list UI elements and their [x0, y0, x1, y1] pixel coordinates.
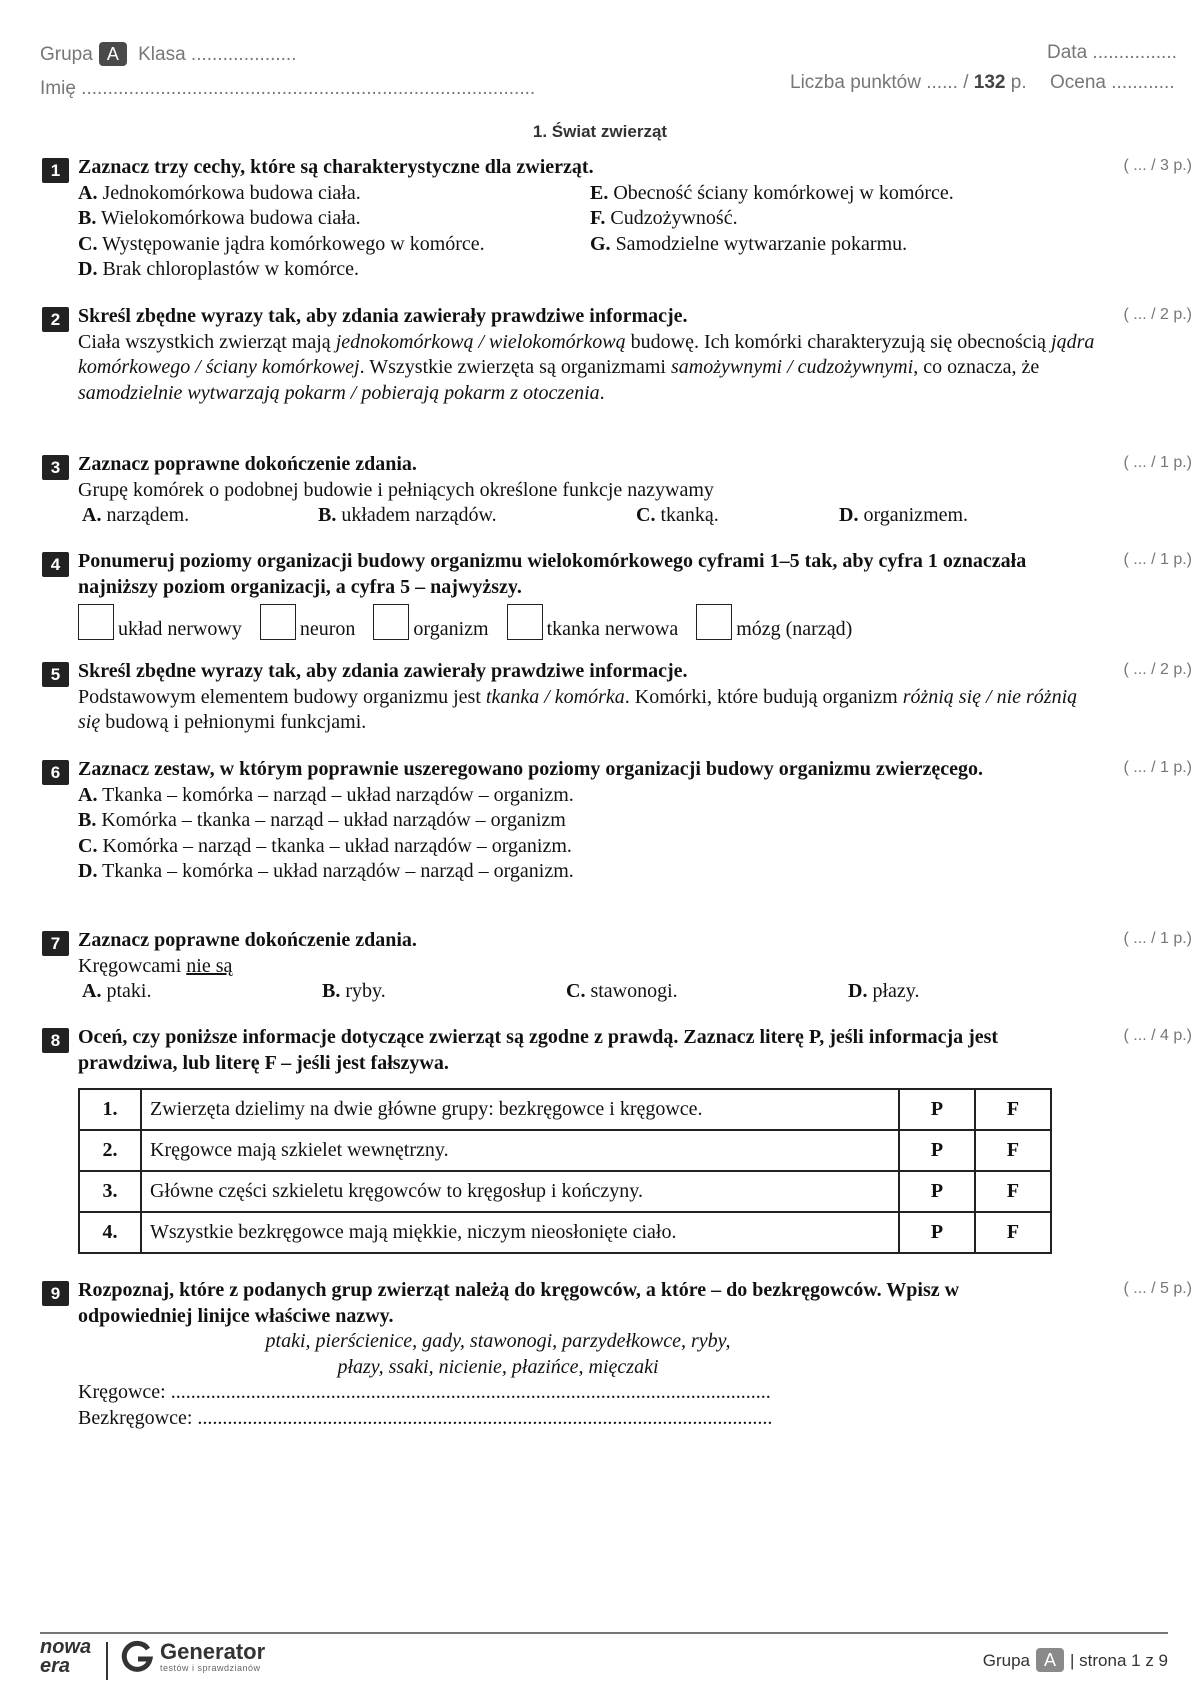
option-a[interactable]: A. narządem.: [82, 504, 190, 526]
item-label: organizm: [413, 618, 489, 640]
option-c[interactable]: C. tkanką.: [636, 504, 719, 526]
option-d[interactable]: D. Tkanka – komórka – układ narządów – narząd – organizm.: [78, 860, 574, 882]
task-number: 3: [42, 455, 69, 480]
task-question: Zaznacz poprawne dokończenie zdania.: [78, 929, 417, 951]
item-label: neuron: [299, 618, 356, 640]
option-a[interactable]: A. Tkanka – komórka – narząd – układ narządów – organizm.: [78, 783, 574, 806]
statement: Wszystkie bezkręgowce mają miękkie, niczym nieosłonięte ciało.: [141, 1212, 899, 1253]
task-question: Zaznacz trzy cechy, które są charakterystyczne dla zwierząt.: [78, 156, 594, 178]
generator-title: Generator: [160, 1639, 266, 1664]
generator-logo: [120, 1640, 265, 1674]
footer-divider: [40, 1632, 1168, 1634]
item-label: mózg (narząd): [736, 618, 853, 640]
answer-box[interactable]: [373, 604, 409, 640]
task-number: 4: [42, 552, 69, 577]
choice-phrase[interactable]: jądra komórkowego / ściany komórkowej: [78, 330, 1095, 378]
option-d[interactable]: D. organizmem.: [839, 504, 969, 526]
table-row: [79, 1212, 1051, 1253]
answer-options: [78, 181, 1098, 283]
task-question: Zaznacz zestaw, w którym poprawnie uszeregowano poziomy organizacji budowy organizmu zwierzęcego.: [78, 758, 984, 780]
task-number: 7: [42, 931, 69, 956]
task-number: 6: [42, 760, 69, 785]
table-row: [79, 1089, 1051, 1130]
answer-box[interactable]: [696, 604, 732, 640]
task-question: Skreśl zbędne wyrazy tak, aby zdania zawierały prawdziwe informacje.: [78, 660, 688, 682]
vertebrates-answer-line[interactable]: Kręgowce: ........................................................................................................................: [78, 1381, 771, 1403]
item-label: tkanka nerwowa: [546, 618, 679, 640]
task-number: 5: [42, 662, 69, 687]
option-a[interactable]: A. ptaki.: [82, 980, 152, 1002]
answer-options: [78, 503, 1098, 529]
task-points: ( ... / 3 p.): [1123, 157, 1192, 174]
task-number: 1: [42, 158, 69, 183]
class-label[interactable]: Klasa ....................: [138, 44, 297, 65]
option-f[interactable]: F. Cudzożywność.: [590, 207, 738, 229]
option-b[interactable]: B. Komórka – tkanka – narząd – układ narządów – organizm: [78, 809, 566, 831]
option-b[interactable]: B. układem narządów.: [318, 504, 497, 526]
row-number: 4.: [79, 1212, 141, 1253]
generator-g-icon: [120, 1640, 154, 1674]
table-row: [79, 1130, 1051, 1171]
points-total: 132: [973, 72, 1006, 93]
task-8: [42, 1025, 1192, 1076]
false-option[interactable]: F: [975, 1212, 1051, 1253]
task-points: ( ... / 1 p.): [1123, 759, 1192, 776]
task-question: Skreśl zbędne wyrazy tak, aby zdania zawierały prawdziwe informacje.: [78, 305, 688, 327]
answer-box[interactable]: [78, 604, 114, 640]
statement: Główne części szkieletu kręgowców to kręgosłup i kończyny.: [141, 1171, 899, 1212]
option-e[interactable]: E. Obecność ściany komórkowej w komórce.: [590, 181, 954, 204]
date-field[interactable]: Data ................: [1047, 42, 1177, 63]
row-number: 3.: [79, 1171, 141, 1212]
task-2: [42, 304, 1192, 406]
choice-phrase[interactable]: różnią się / nie różnią się: [78, 685, 1078, 733]
generator-subtitle: testów i sprawdzianów: [160, 1663, 261, 1673]
option-b[interactable]: B. Wielokomórkowa budowa ciała.: [78, 207, 361, 229]
false-option[interactable]: F: [975, 1130, 1051, 1171]
task-1: [42, 155, 1192, 283]
page-footer-info: [983, 1648, 1168, 1672]
option-d[interactable]: D. płazy.: [848, 980, 920, 1002]
nowa-era-logo: nowa era: [40, 1636, 92, 1677]
animal-group-list: płazy, ssaki, nicienie, płazińce, mięczaki: [337, 1355, 659, 1378]
task-text: Ciała wszystkich zwierząt mają jednokomórkową / wielokomórkową budowę. Ich komórki charakteryzują się obecnością jądra komórkowego / ściany komórkowej. Wszystkie zwierzęta są organizmami samożywnymi / cudzożywnymi, co oznacza, że samodzielnie wytwarzają pokarm / pobierają pokarm z otoczenia.: [78, 330, 1095, 404]
task-points: ( ... / 5 p.): [1123, 1280, 1192, 1297]
task-question: Rozpoznaj, które z podanych grup zwierząt należą do kręgowców, a które – do bezkręgowców. Wpisz w odpowiedniej linijce właściwe nazwy.: [78, 1279, 960, 1327]
choice-phrase[interactable]: jednokomórkową / wielokomórkową: [335, 330, 626, 353]
footer-group-label: Grupa: [982, 1651, 1031, 1670]
task-question: Ponumeruj poziomy organizacji budowy organizmu wielokomórkowego cyframi 1–5 tak, aby cyfra 1 oznaczała najniższy poziom organizacji, a cyfra 5 – najwyższy.: [78, 550, 1027, 598]
option-a[interactable]: A. Jednokomórkowa budowa ciała.: [78, 181, 361, 204]
group-field: [40, 42, 297, 66]
group-label: Grupa: [40, 44, 93, 65]
task-stem: Grupę komórek o podobnej budowie i pełniących określone funkcje nazywamy: [78, 478, 714, 501]
task-7: [42, 928, 1192, 1005]
invertebrates-answer-line[interactable]: Bezkręgowce: ...................................................................................................................: [78, 1406, 773, 1429]
option-g[interactable]: G. Samodzielne wytwarzanie pokarmu.: [590, 232, 908, 255]
answer-options: [78, 979, 1098, 1005]
false-option[interactable]: F: [975, 1089, 1051, 1130]
true-false-table: [78, 1088, 1052, 1254]
group-badge: A: [99, 42, 127, 66]
option-d[interactable]: D. Brak chloroplastów w komórce.: [78, 258, 360, 280]
task-stem: Kręgowcami nie są: [78, 954, 233, 977]
task-5: [42, 659, 1192, 736]
statement: Zwierzęta dzielimy na dwie główne grupy: bezkręgowce i kręgowce.: [141, 1089, 899, 1130]
row-number: 2.: [79, 1130, 141, 1171]
page-number: | strona 1 z 9: [1070, 1651, 1168, 1670]
true-option[interactable]: P: [899, 1089, 975, 1130]
task-question: Oceń, czy poniższe informacje dotyczące zwierząt są zgodne z prawdą. Zaznacz literę P, jeśli informacja jest prawdziwa, lub literę F – jeśli jest fałszywa.: [78, 1026, 999, 1074]
answer-box[interactable]: [260, 604, 296, 640]
ordering-items: [78, 604, 1098, 640]
name-field[interactable]: Imię ......................................................................................: [40, 78, 536, 99]
item-label: układ nerwowy: [118, 618, 242, 640]
true-option[interactable]: P: [899, 1212, 975, 1253]
choice-phrase[interactable]: samodzielnie wytwarzają pokarm / pobierają pokarm z otoczenia: [78, 381, 600, 404]
footer-group-badge: A: [1036, 1648, 1064, 1672]
option-c[interactable]: C. stawonogi.: [566, 980, 678, 1002]
choice-phrase[interactable]: tkanka / komórka: [485, 685, 625, 708]
task-3: [42, 452, 1192, 529]
option-c[interactable]: C. Występowanie jądra komórkowego w komórce.: [78, 232, 485, 255]
row-number: 1.: [79, 1089, 141, 1130]
task-number: 8: [42, 1028, 69, 1053]
true-option[interactable]: P: [899, 1130, 975, 1171]
task-points: ( ... / 1 p.): [1123, 930, 1192, 947]
task-4: [42, 549, 1192, 640]
task-question: Zaznacz poprawne dokończenie zdania.: [78, 453, 417, 475]
logo-separator: [106, 1642, 108, 1680]
choice-phrase[interactable]: samożywnymi / cudzożywnymi: [670, 356, 914, 378]
table-row: [79, 1171, 1051, 1212]
option-b[interactable]: B. ryby.: [322, 980, 386, 1002]
answer-box[interactable]: [507, 604, 543, 640]
task-number: 9: [42, 1281, 69, 1306]
task-points: ( ... / 1 p.): [1123, 551, 1192, 568]
task-text: Podstawowym elementem budowy organizmu jest tkanka / komórka. Komórki, które budują organizm różnią się / nie różnią się budową i pełnionymi funkcjami.: [78, 685, 1078, 733]
task-6: [42, 757, 1192, 885]
points-field: [790, 72, 1027, 94]
points-unit: p.: [1010, 72, 1027, 93]
task-points: ( ... / 2 p.): [1123, 661, 1192, 678]
statement: Kręgowce mają szkielet wewnętrzny.: [141, 1130, 899, 1171]
points-label: Liczba punktów ...... /: [790, 72, 969, 93]
page-title: 1. Świat zwierząt: [532, 122, 668, 141]
false-option[interactable]: F: [975, 1171, 1051, 1212]
option-c[interactable]: C. Komórka – narząd – tkanka – układ narządów – organizm.: [78, 834, 572, 857]
animal-group-list: ptaki, pierścienice, gady, stawonogi, parzydełkowce, ryby,: [265, 1330, 731, 1352]
true-option[interactable]: P: [899, 1171, 975, 1212]
task-points: ( ... / 4 p.): [1123, 1027, 1192, 1044]
task-points: ( ... / 1 p.): [1123, 454, 1192, 471]
task-points: ( ... / 2 p.): [1123, 306, 1192, 323]
grade-field[interactable]: Ocena ............: [1050, 72, 1175, 93]
task-9: [42, 1278, 1192, 1431]
task-number: 2: [42, 307, 69, 332]
